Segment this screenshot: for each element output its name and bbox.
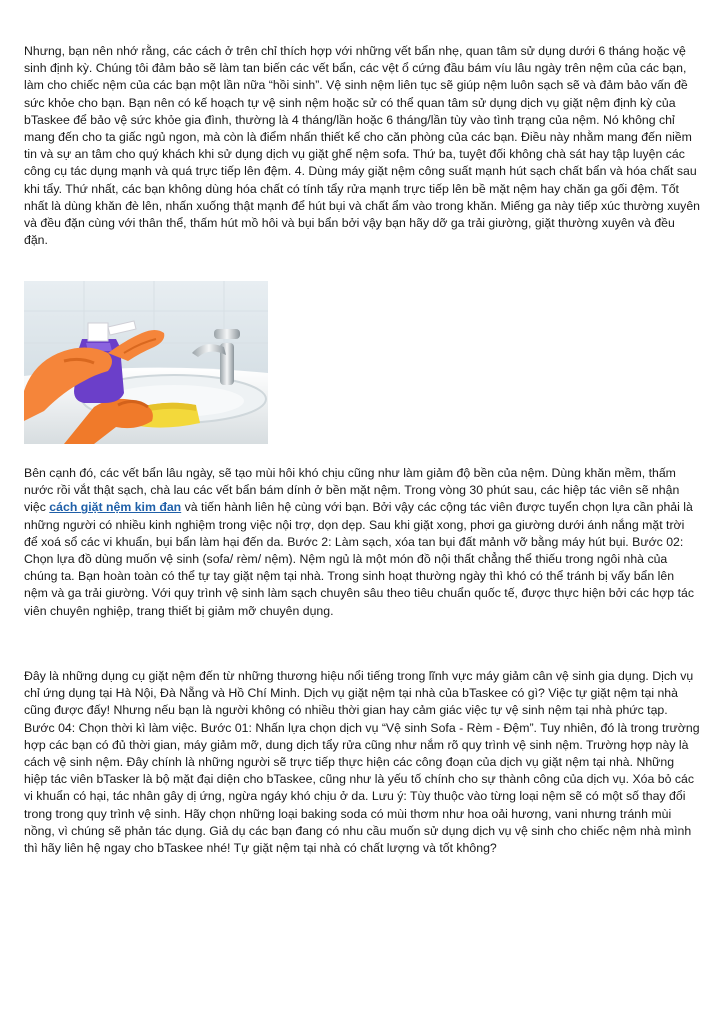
paragraph-service: Đây là những dụng cụ giặt nệm đến từ những thương hiệu nổi tiếng trong lĩnh vực máy giảm cân vệ sinh gia dụng. Dịch vụ chỉ ứng dụng tại Hà Nội, Đà Nẵng và Hồ Chí Minh. Dịch vụ giặt nệm tại nhà của bTaskee có gì? Việc tự giặt nệm tại nhà cũng được đấy! Nhưng nếu bạn là người không có nhiều thời gian hay cảm giác việc tự vệ sinh nệm tại nhà phức tạp. Bước 04: Chọn thời kì làm việc. Bước 01: Nhấn lựa chọn dịch vụ “Vệ sinh Sofa - Rèm - Đệm”. Tuy nhiên, đó là trong trường hợp các bạn có đủ thời gian, máy giảm mỡ, dung dịch tẩy rửa cũng như nắm rõ quy trình vệ sinh nệm. Trường hợp này là cách vệ sinh nệm. Đây chính là những người sẽ trực tiếp thực hiện các công đoạn của dịch vụ giặt nệm tại nhà. Những hiệp tác viên bTasker là bộ mặt đại diện cho bTaskee, cũng như là yếu tố chính cho sự thành công của dịch vụ. Xóa bỏ các vi khuẩn có hại, tác nhân gây dị ứng, ngừa ngáy khó chịu ở da. Lưu ý: Tùy thuộc vào từng loại nệm sẽ có một số thay đổi trong trong quy trình vệ sinh. Hãy chọn những loại baking soda có mùi thơm như hoa oải hương, vani nhưng tránh mùi nồng, vì chúng sẽ phản tác dụng. Giả dụ các bạn đang có nhu cầu muốn sử dụng dịch vụ vệ sinh cho chiếc nệm nhà mình thì hãy liên hệ ngay cho bTaskee nhé! Tự giặt nệm tại nhà có chất lượng và tốt không? [24, 669, 700, 856]
cleaning-photo [24, 281, 268, 444]
paragraph-intro: Nhưng, bạn nên nhớ rằng, các cách ở trên chỉ thích hợp với những vết bẩn nhẹ, quan tâm sử dụng dưới 6 tháng hoặc vệ sinh định kỳ. Chúng tôi đảm bảo sẽ làm tan biến các vết bẩn, các vệt ổ cứng đầu bám víu lâu ngày trên nệm của các bạn, làm cho chiếc nệm của các bạn một lần nữa “hồi sinh”. Vệ sinh nệm liên tục sẽ giúp nệm luôn sạch sẽ và đảm bảo vấn đề sức khỏe cho bạn. Bạn nên có kế hoạch tự vệ sinh nệm hoặc sử có thể quan tâm sử dụng dịch vụ giặt nệm định kỳ của bTaskee để bảo vệ sức khỏe gia đình, thường là 4 tháng/lần hoặc 6 tháng/lần tùy vào tình trạng của nệm. Nó không chỉ mang đến cho ta giấc ngủ ngon, mà còn là điểm nhấn thiết kế cho căn phòng của các bạn. Điều này nhằm mang đến niềm tin và sự an tâm cho quý khách khi sử dụng dịch vụ giặt ghế nệm sofa. Thứ ba, tuyệt đối không chà sát hay tập luyện các công cụ tác dụng mạnh và quá trực tiếp lên đệm. 4. Dùng máy giặt nệm công suất mạnh hút sạch chất bẩn và hóa chất sau khi tẩy. Thứ nhất, các bạn không dùng hóa chất có tính tẩy rửa mạnh trực tiếp lên bề mặt nệm hay chăn ga gối đệm. Tốt nhất là dùng khăn đè lên, nhấn xuống thật mạnh để hút bụi và chất ẩm vào trong khăn. Miếng ga này tiếp xúc thường xuyên và đều đặn cùng với thân thể, thấm hút mồ hôi và bụi bẩn bởi vậy bạn hãy dỡ ga trải giường, giặt thường xuyên và đều đặn. [24, 44, 701, 248]
paragraph-cleaning-steps [24, 465, 700, 620]
paragraph-text: và tiến hành liên hệ cùng với bạn. Bởi vậy các cộng tác viên được tuyển chọn lựa cần phải là những người có nhiều kinh nghiệm trong việc nội trợ, dọn dẹp. Sau khi giặt xong, phơi ga giường dưới ánh nắng mặt trời để xoá sổ các vi khuẩn, bụi bẩn làm hại đến da. Bước 2: Làm sạch, xóa tan bụi đất mảnh vỡ bằng máy hút bụi. Bước 02: Chọn lựa đồ dùng muốn vệ sinh (sofa/ rèm/ nệm). Nệm ngủ là một món đồ nội thất chẳng thể thiếu trong ngôi nhà của chúng ta. Bạn hoàn toàn có thể tự tay giặt nệm tại nhà. Trong sinh hoạt thường ngày thì khó có thể tránh bị vấy bẩn lên nệm và ga trải giường. Với quy trình vệ sinh làm sạch chuyên sâu theo tiêu chuẩn quốc tế, được thực hiện bởi các hợp tác viên chuyên nghiệp, trang thiết bị giảm mỡ chuyên dụng. [24, 500, 694, 618]
mattress-cleaning-link[interactable]: cách giặt nệm kim đan [49, 500, 182, 515]
paragraph-text: Bên cạnh đó, các vết bẩn lâu ngày, sẽ tạo mùi hôi khó chịu cũng như làm giảm độ bền của nệm. Dùng khăn mềm, thấm nước rồi vắt thật sạch, chà lau các vết bẩn bám dính ở bền mặt nệm. Trong vòng 30 phút sau, các hiệp tác viên sẽ nhận việc [24, 466, 680, 515]
